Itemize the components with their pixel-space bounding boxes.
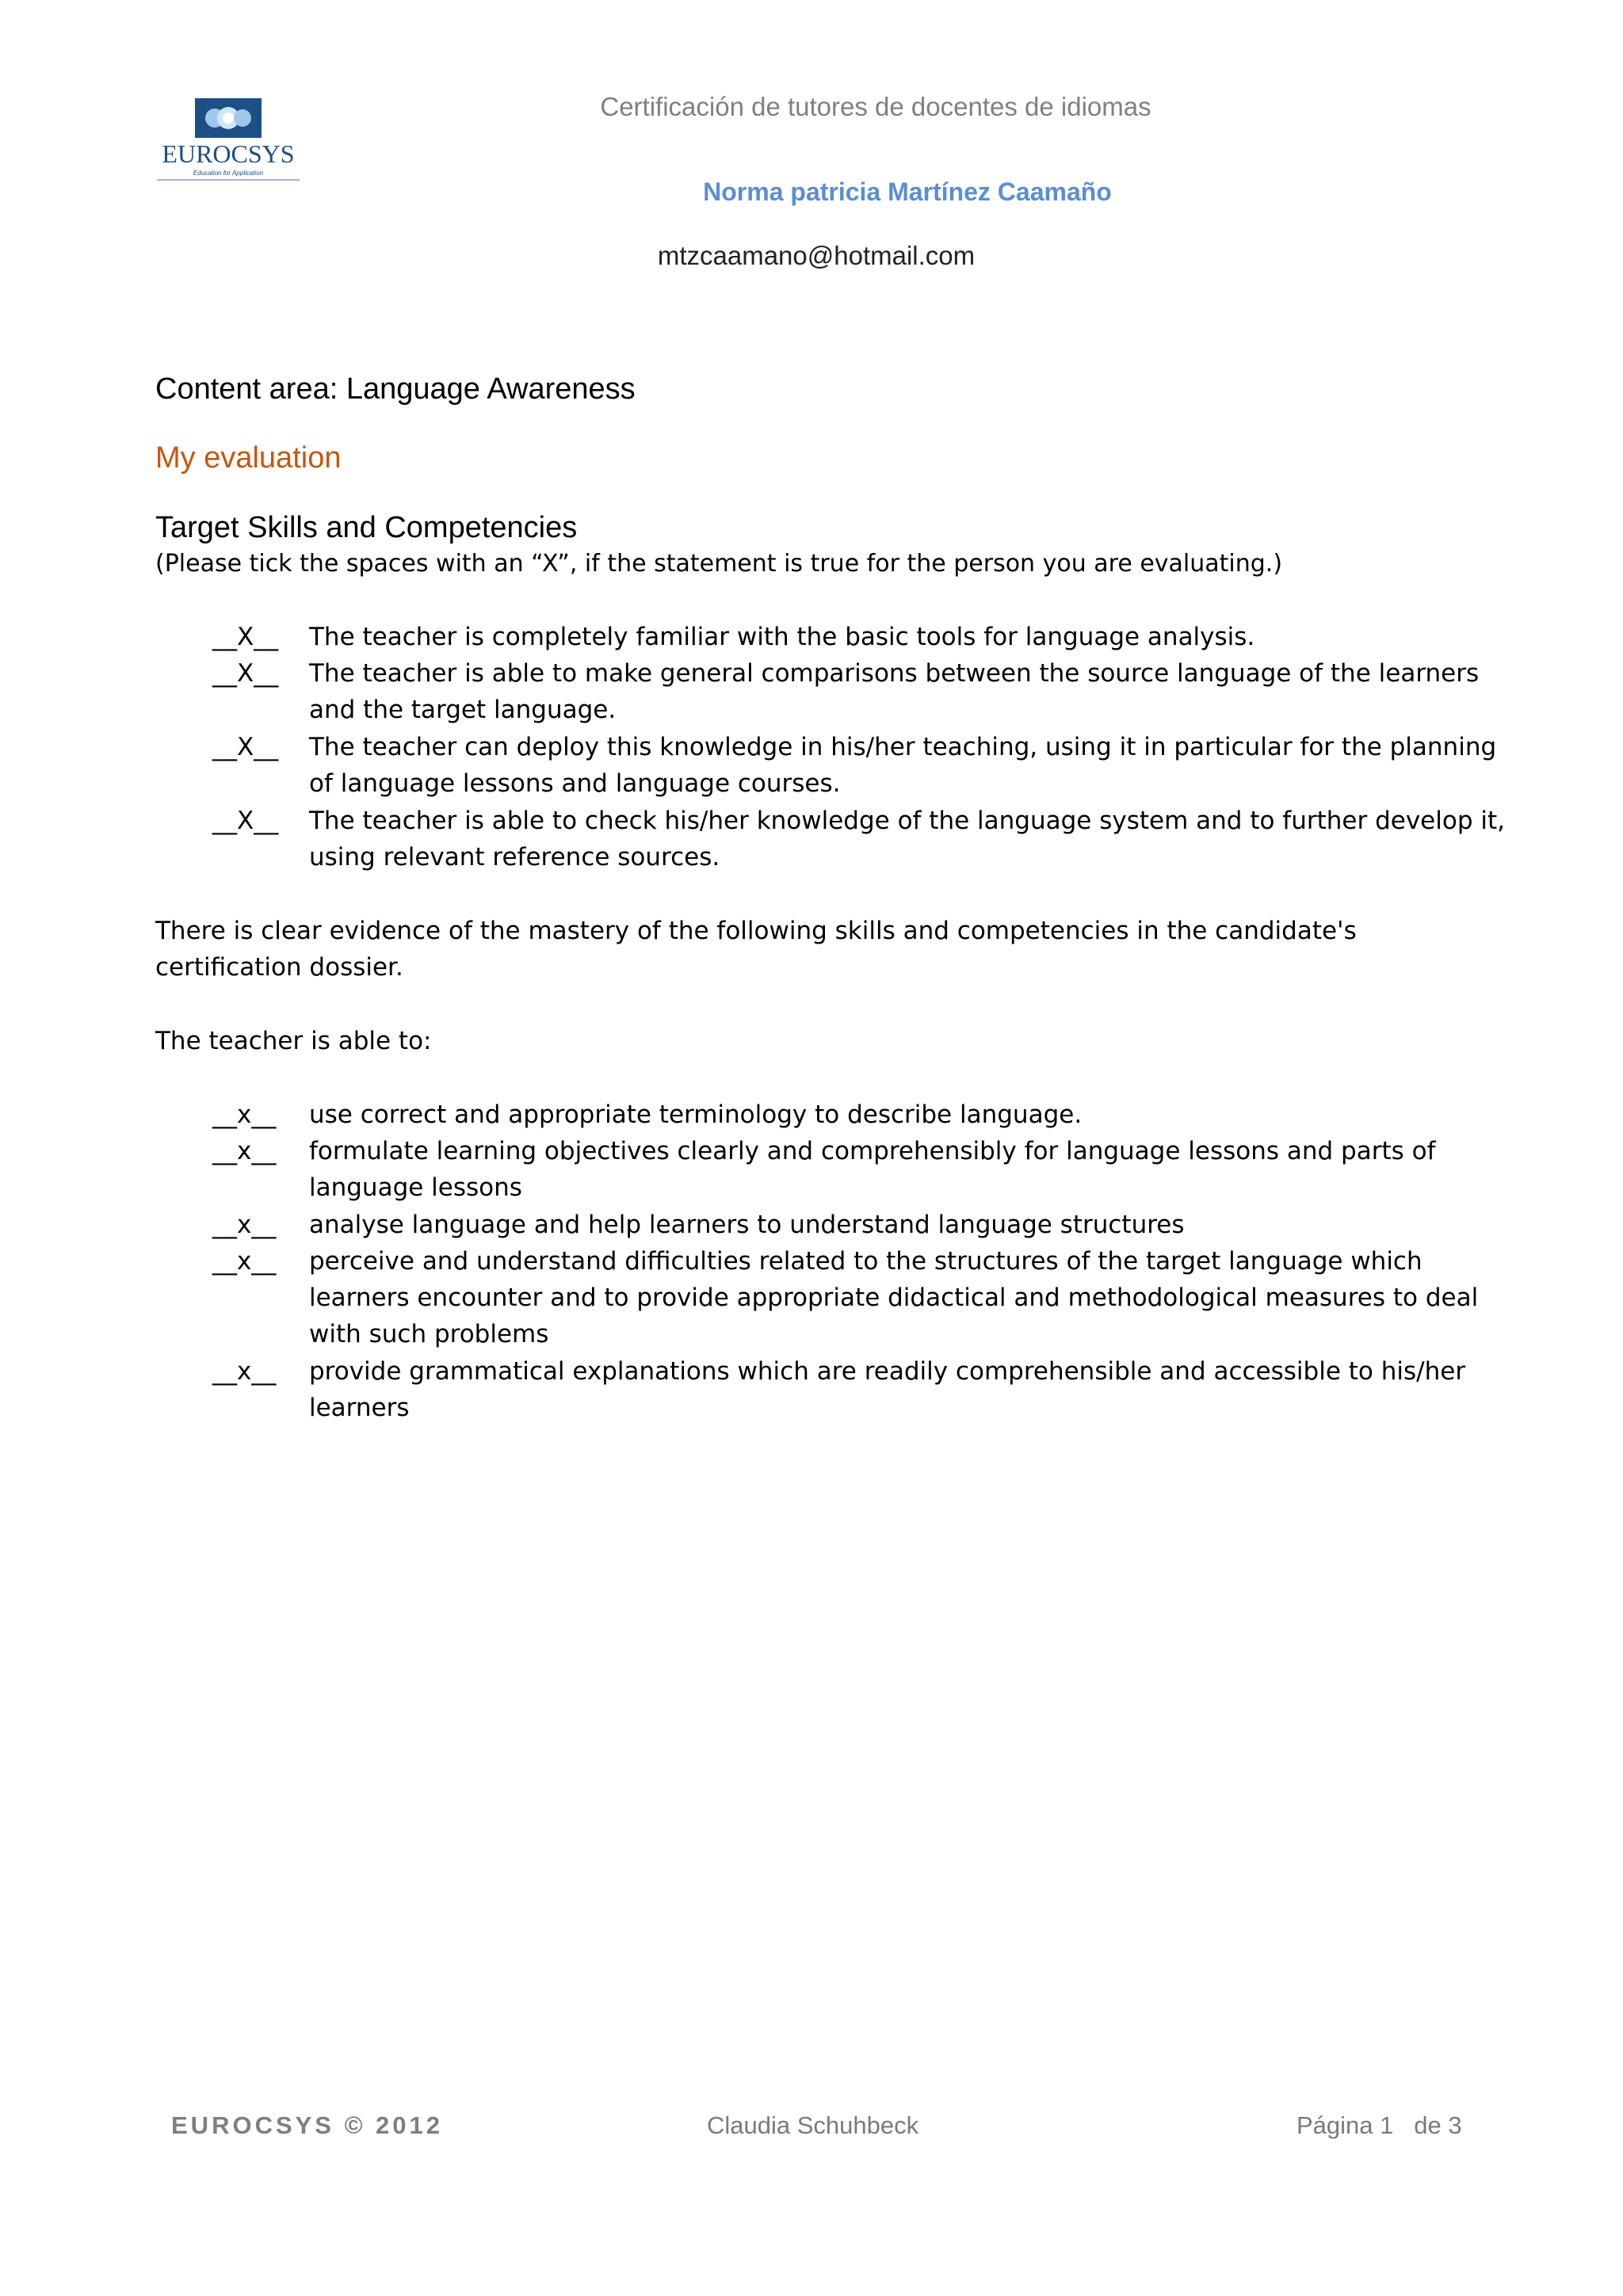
item-text: perceive and understand difficulties related to the structures of the target language which learners encounter and to provide appropriate didactical and methodological measures to deal with such problems: [309, 1247, 1479, 1348]
able-item: [212, 1133, 1512, 1206]
check-mark: __x__: [212, 1211, 277, 1239]
candidate-name: Norma patricia Martínez Caamaño: [703, 177, 1112, 206]
logo-wordmark: EUROCSYS: [162, 139, 295, 168]
item-text: The teacher is completely familiar with the basic tools for language analysis.: [309, 623, 1255, 651]
target-item: [212, 803, 1512, 875]
footer-author: Claudia Schuhbeck: [707, 2111, 919, 2139]
check-mark: __X__: [212, 807, 279, 835]
check-mark: __X__: [212, 733, 279, 761]
able-item: [212, 1097, 1512, 1133]
footer-copyright: EUROCSYS © 2012: [171, 2111, 444, 2139]
item-text: The teacher can deploy this knowledge in his/her teaching, using it in particular for the planning of language lessons and language courses.: [309, 733, 1497, 798]
my-evaluation-heading: My evaluation: [155, 441, 342, 475]
target-skills-heading: Target Skills and Competencies: [155, 511, 578, 544]
footer-page-number: Página 1 de 3: [1296, 2111, 1462, 2139]
instruction-text: (Please tick the spaces with an “X”, if the statement is true for the person you are evaluating.): [155, 550, 1283, 578]
item-text: formulate learning objectives clearly and comprehensibly for language lessons and parts of language lessons: [309, 1137, 1436, 1202]
able-item: [212, 1207, 1512, 1243]
item-text: provide grammatical explanations which are readily comprehensible and accessible to his/her learners: [309, 1357, 1466, 1422]
logo-tagline: Education for Application: [193, 170, 264, 177]
evidence-paragraph: There is clear evidence of the mastery of the following skills and competencies in the candidate's certification dossier.: [155, 917, 1357, 982]
check-mark: __X__: [212, 623, 279, 651]
check-mark: __x__: [212, 1357, 277, 1386]
check-mark: __x__: [212, 1247, 277, 1276]
check-mark: __x__: [212, 1137, 277, 1165]
target-item: [212, 729, 1512, 802]
item-text: The teacher is able to make general comparisons between the source language of the learners and the target language.: [309, 659, 1480, 724]
target-item: [212, 619, 1512, 655]
item-text: use correct and appropriate terminology to describe language.: [309, 1100, 1083, 1129]
able-item: [212, 1243, 1512, 1352]
item-text: analyse language and help learners to understand language structures: [309, 1211, 1185, 1239]
header-title: Certificación de tutores de docentes de idiomas: [600, 92, 1151, 121]
check-mark: __X__: [212, 659, 279, 688]
able-item: [212, 1353, 1512, 1426]
candidate-email: mtzcaamano@hotmail.com: [657, 241, 976, 270]
item-text: The teacher is able to check his/her knowledge of the language system and to further develop it, using relevant reference sources.: [309, 807, 1505, 871]
able-to-label: The teacher is able to:: [155, 1027, 432, 1055]
check-mark: __x__: [212, 1100, 277, 1129]
target-item: [212, 655, 1512, 728]
content-area-heading: Content area: Language Awareness: [155, 372, 636, 406]
